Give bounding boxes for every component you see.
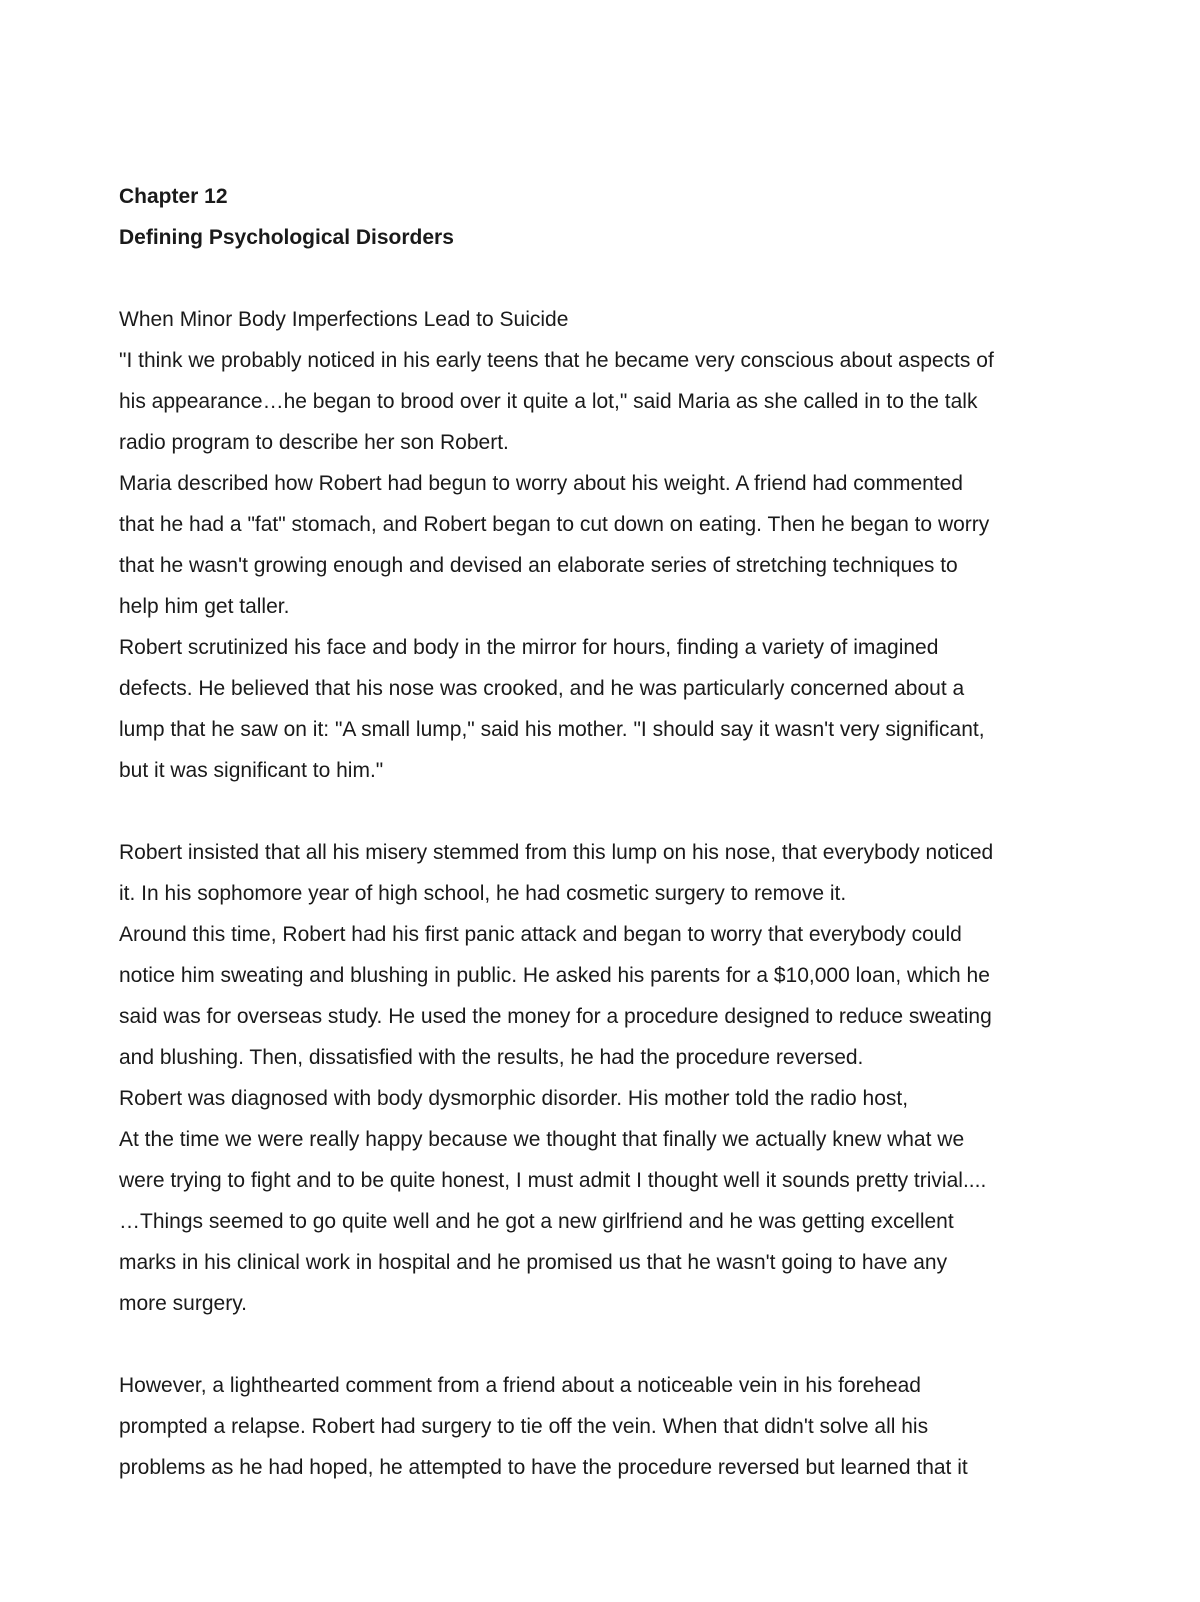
text-line: lump that he saw on it: "A small lump," said his mother. "I should say it wasn't very significant, [119, 718, 985, 741]
text-line: prompted a relapse. Robert had surgery to tie off the vein. When that didn't solve all his [119, 1415, 929, 1438]
text-line: that he wasn't growing enough and devised an elaborate series of stretching techniques to [119, 554, 958, 577]
text-line: …Things seemed to go quite well and he got a new girlfriend and he was getting excellent [119, 1210, 954, 1233]
text-line: said was for overseas study. He used the money for a procedure designed to reduce sweating [119, 1005, 992, 1028]
text-line: it. In his sophomore year of high school, he had cosmetic surgery to remove it. [119, 882, 847, 905]
spacer [119, 1324, 1104, 1365]
text-line: his appearance…he began to brood over it quite a lot," said Maria as she called in to the talk [119, 390, 978, 413]
document-body [119, 176, 1104, 1488]
chapter-title: Defining Psychological Disorders [119, 226, 454, 249]
text-line: notice him sweating and blushing in public. He asked his parents for a $10,000 loan, which he [119, 964, 990, 987]
section-heading: When Minor Body Imperfections Lead to Suicide [119, 308, 569, 331]
text-line: Maria described how Robert had begun to worry about his weight. A friend had commented [119, 472, 963, 495]
text-line: Robert was diagnosed with body dysmorphic disorder. His mother told the radio host, [119, 1087, 909, 1110]
text-line: Robert scrutinized his face and body in the mirror for hours, finding a variety of imagined [119, 636, 939, 659]
text-line: more surgery. [119, 1292, 247, 1315]
text-line: marks in his clinical work in hospital and he promised us that he wasn't going to have any [119, 1251, 948, 1274]
text-line: Around this time, Robert had his first panic attack and began to worry that everybody could [119, 923, 962, 946]
text-line: radio program to describe her son Robert. [119, 431, 509, 454]
text-line: Robert insisted that all his misery stemmed from this lump on his nose, that everybody noticed [119, 841, 994, 864]
text-line: At the time we were really happy because we thought that finally we actually knew what we [119, 1128, 965, 1151]
text-line: "I think we probably noticed in his early teens that he became very conscious about aspects of [119, 349, 994, 372]
text-line: However, a lighthearted comment from a friend about a noticeable vein in his forehead [119, 1374, 921, 1397]
spacer [119, 258, 1104, 299]
text-line: help him get taller. [119, 595, 290, 618]
text-line: defects. He believed that his nose was crooked, and he was particularly concerned about a [119, 677, 965, 700]
text-line: and blushing. Then, dissatisfied with the results, he had the procedure reversed. [119, 1046, 864, 1069]
spacer [119, 791, 1104, 832]
text-line: but it was significant to him." [119, 759, 384, 782]
chapter-heading: Chapter 12 [119, 185, 228, 208]
text-line: problems as he had hoped, he attempted to have the procedure reversed but learned that it [119, 1456, 968, 1479]
text-line: that he had a "fat" stomach, and Robert began to cut down on eating. Then he began to worry [119, 513, 990, 536]
text-line: were trying to fight and to be quite honest, I must admit I thought well it sounds pretty trivial.... [119, 1169, 987, 1192]
